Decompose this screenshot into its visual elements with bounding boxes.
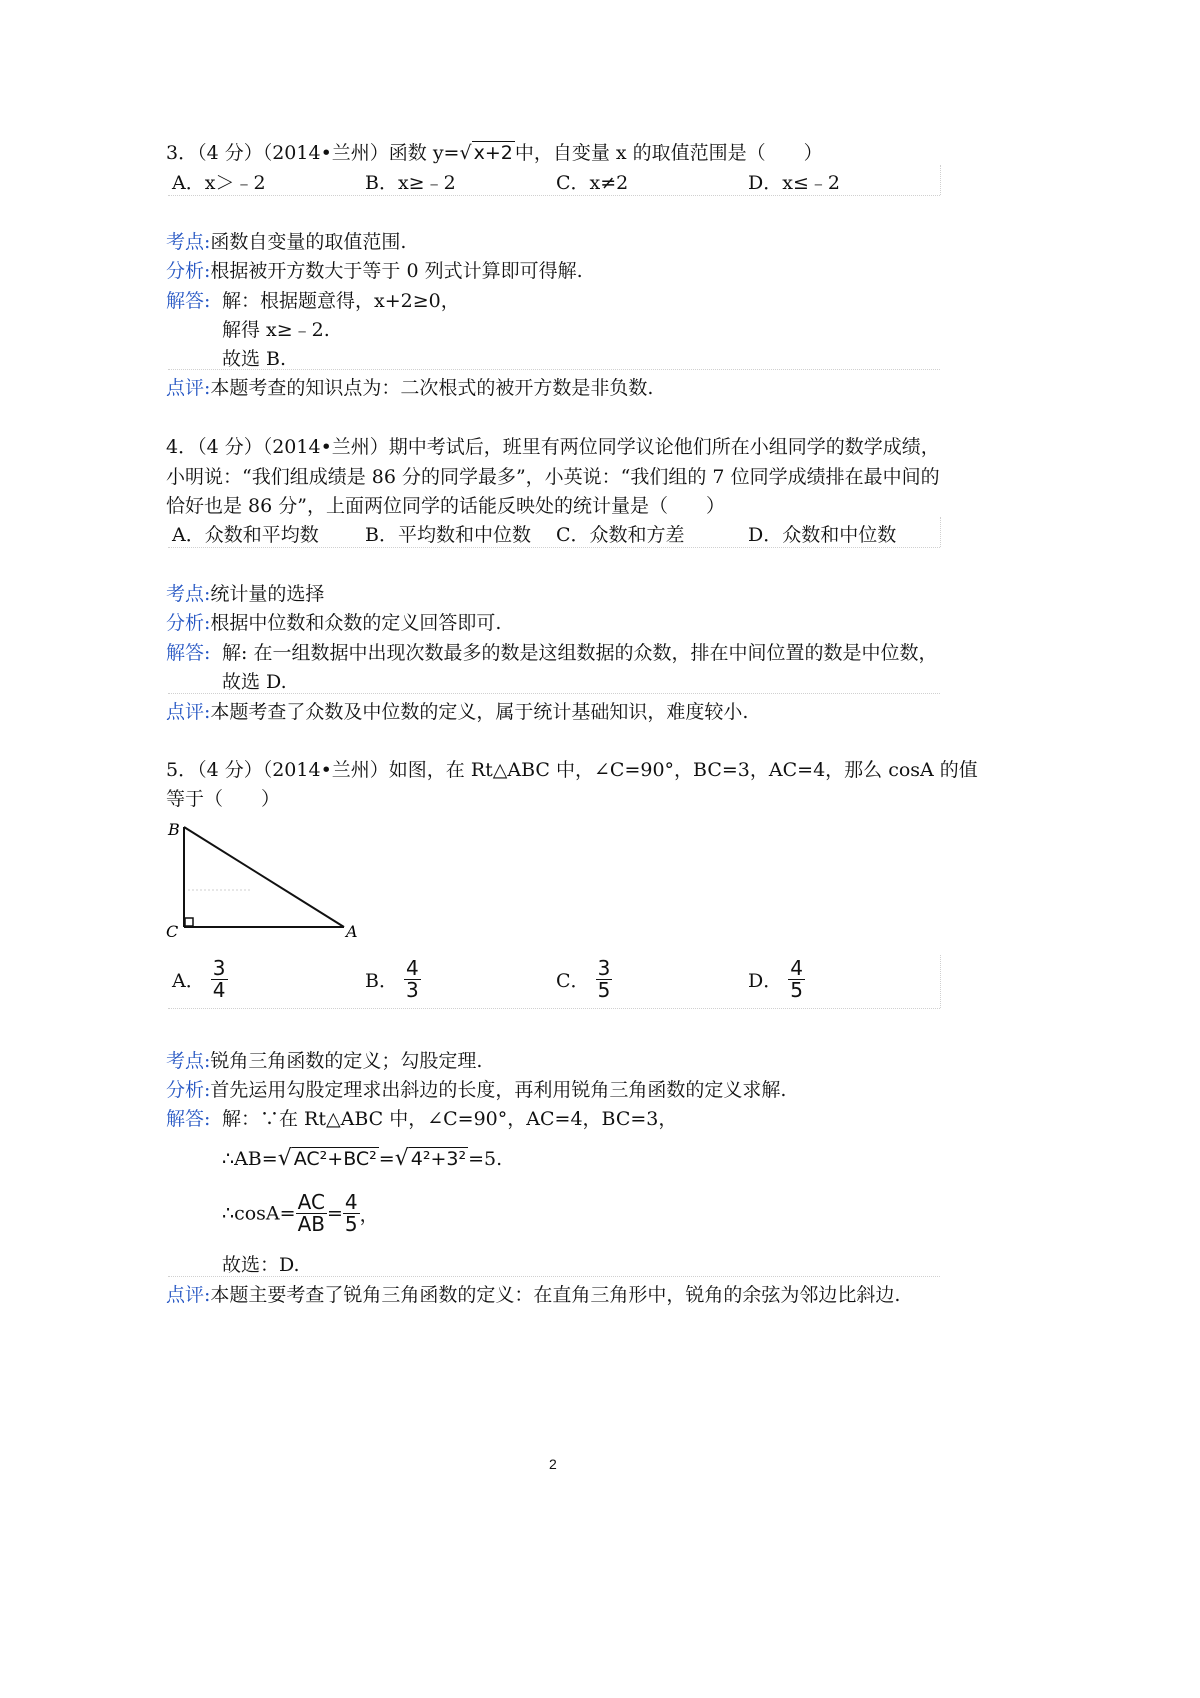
page-number: 2 <box>549 1456 557 1472</box>
q5-jieda-end: 故选：D. <box>222 1254 300 1276</box>
q4-option-c: C．众数和方差 <box>556 524 685 546</box>
label-vertex-a: A <box>346 922 358 941</box>
q5-option-b: B． $\frac{4}{3}$ <box>365 956 419 1002</box>
q5-option-c: C． $\frac{3}{5}$ <box>556 956 611 1002</box>
side-ab <box>184 827 344 927</box>
q3-option-a: A．x＞﹣2 <box>172 172 266 194</box>
q4-stem-line-1: 4．（4 分）（2014•兰州）期中考试后，班里有两位同学议论他们所在小组同学的数学成绩， <box>166 436 940 458</box>
q4-stem-line-3: 恰好也是 86 分”，上面两位同学的话能反映处的统计量是（ ） <box>166 495 725 517</box>
q5-options-dotted-rule <box>168 1008 940 1009</box>
q5-stem-line-1: 5．（4 分）（2014•兰州）如图，在 Rt△ABC 中，∠C=90°，BC=3，AC=4，那么 cosA 的值 <box>166 759 978 781</box>
q3-sqrt: √ x+2 <box>459 142 513 164</box>
q4-option-d: D．众数和中位数 <box>748 524 897 546</box>
q4-option-b: B．平均数和中位数 <box>365 524 531 546</box>
q4-jieda-label: 解答: <box>166 642 211 664</box>
q5-jieda-label: 解答: <box>166 1108 211 1130</box>
q3-jieda-line-1: 解：根据题意得，x+2≥0， <box>222 290 460 312</box>
q5-jieda-ab-formula: ∴AB=√ AC²+BC² =√ 4²+3² =5. <box>222 1146 503 1171</box>
q4-fenxi: 分析:根据中位数和众数的定义回答即可. <box>166 612 502 634</box>
q5-fenxi: 分析:首先运用勾股定理求出斜边的长度，再利用锐角三角函数的定义求解. <box>166 1079 787 1101</box>
q4-dianping: 点评:本题考查了众数及中位数的定义，属于统计基础知识，难度较小. <box>166 701 749 723</box>
q5-options-dotted-edge <box>940 955 941 1008</box>
label-vertex-c: C <box>166 922 179 941</box>
q3-dianping: 点评:本题考查的知识点为：二次根式的被开方数是非负数. <box>166 377 654 399</box>
q3-jieda-label: 解答: <box>166 290 211 312</box>
q5-dianping: 点评:本题主要考查了锐角三角函数的定义：在直角三角形中，锐角的余弦为邻边比斜边. <box>166 1284 901 1306</box>
q4-option-a: A．众数和平均数 <box>172 524 319 546</box>
q5-kaodian: 考点:锐角三角函数的定义；勾股定理. <box>166 1050 483 1072</box>
q3-stem: 3．（4 分）（2014•兰州）函数 y=√ x+2 中，自变量 x 的取值范围是（ ） <box>166 142 823 164</box>
right-angle-mark <box>185 918 193 926</box>
q3-dianping-dotted-rule <box>168 369 940 370</box>
q5-jieda-cos-formula: ∴cosA= $\frac{AC}{AB}$ = $\frac{4}{5}$ ， <box>222 1190 379 1236</box>
q5-jieda-line-1: 解：∵在 Rt△ABC 中，∠C=90°，AC=4，BC=3， <box>222 1108 678 1130</box>
q5-stem-line-2: 等于（ ） <box>166 788 281 810</box>
q4-kaodian: 考点:统计量的选择 <box>166 583 325 605</box>
q3-option-d: D．x≤﹣2 <box>748 172 840 194</box>
q3-kaodian: 考点:函数自变量的取值范围. <box>166 231 407 253</box>
q4-dianping-dotted-rule <box>168 693 940 694</box>
q4-jieda-line-1: 解: 在一组数据中出现次数最多的数是这组数据的众数，排在中间位置的数是中位数， <box>222 642 938 664</box>
q3-jieda-line-3: 故选 B. <box>222 348 287 370</box>
right-triangle-figure <box>160 815 370 945</box>
q3-option-c: C．x≠2 <box>556 172 629 194</box>
q4-options-dotted-edge <box>940 517 941 547</box>
q5-option-a: A． $\frac{3}{4}$ <box>172 956 226 1002</box>
q4-stem-line-2: 小明说：“我们组成绩是 86 分的同学最多”，小英说：“我们组的 7 位同学成绩排在最中间的 <box>166 466 940 488</box>
q5-dianping-dotted-rule <box>168 1276 940 1277</box>
q3-options-dotted-rule <box>168 195 940 196</box>
q4-jieda-line-2: 故选 D. <box>222 671 287 693</box>
q4-options-dotted-rule <box>168 547 940 548</box>
q5-option-d: D． $\frac{4}{5}$ <box>748 956 804 1002</box>
label-vertex-b: B <box>168 820 180 839</box>
q3-option-b: B．x≥﹣2 <box>365 172 456 194</box>
q3-options-dotted-edge <box>940 165 941 195</box>
q3-jieda-line-2: 解得 x≥﹣2. <box>222 319 330 341</box>
q3-fenxi: 分析:根据被开方数大于等于 0 列式计算即可得解. <box>166 260 583 282</box>
